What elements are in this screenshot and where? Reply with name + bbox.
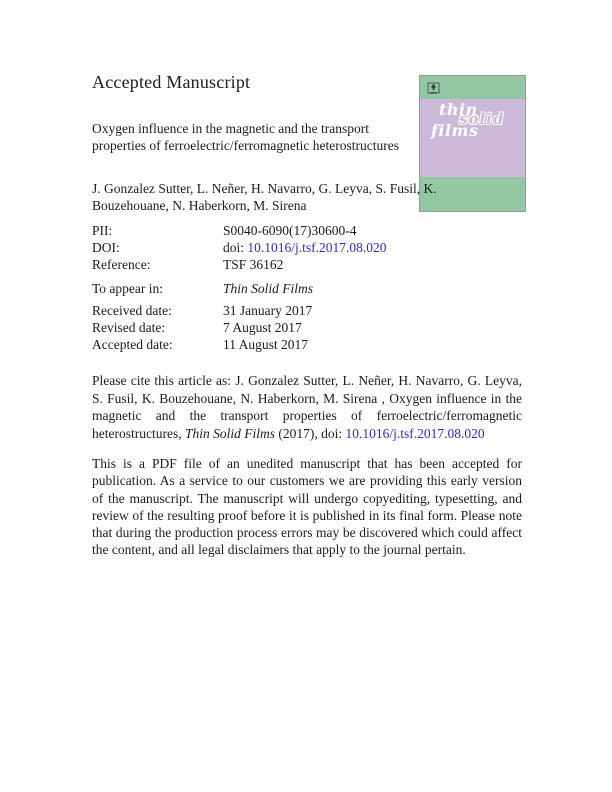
reference-row [92,256,387,273]
citation-journal-name: Thin Solid Films [184,425,275,441]
identifier-block [92,222,387,273]
pii-label: PII: [92,223,113,238]
citation-paragraph [92,372,522,442]
doi-label: DOI: [92,240,120,255]
revised-date-value: 7 August 2017 [223,320,302,335]
reference-label: Reference: [92,257,151,272]
to-appear-block [92,280,313,297]
received-date-label: Received date: [92,303,172,318]
accepted-date-value: 11 August 2017 [223,337,309,352]
disclaimer-paragraph: This is a PDF file of an unedited manuscript that has been accepted for publication. As a service to our customers we are providing this early version of the manuscript. The manuscript will undergo copyediting, typesetting, and review of the resulting proof before it is published in its final form. Please note that during the production process errors may be discovered which could affect the content, and all legal disclaimers that apply to the journal pertain. [92,456,522,558]
citation-text: Please cite this article as: J. Gonzalez Sutter, L. Neñer, H. Navarro, G. Leyva, S. Fusil, K. Bouzehouane, N. Haberkorn, M. Sirena , Oxygen influence in the magnetic and the transport properties of ferroelectric/ferromagnetic heterostructures, [92,373,522,441]
cover-logo-area [420,99,525,179]
doi-prefix: doi: [223,240,245,255]
page-title: Accepted Manuscript [92,72,251,92]
elsevier-tree-icon [427,82,440,95]
pii-value: S0040-6090(17)30600-4 [223,223,357,238]
received-date-value: 31 January 2017 [223,303,313,318]
accepted-date-label: Accepted date: [92,337,173,352]
received-date-row [92,302,312,319]
citation-doi-link[interactable]: 10.1016/j.tsf.2017.08.020 [345,425,485,441]
dates-block [92,302,312,353]
pii-row [92,222,387,239]
revised-date-row [92,319,312,336]
reference-value: TSF 36162 [223,257,284,272]
cover-logo-word-thin: thin [439,100,478,119]
to-appear-journal: Thin Solid Films [223,281,314,296]
citation-year-doi-prefix: (2017), doi: [274,425,346,441]
accepted-date-row [92,336,312,353]
doi-value [223,239,387,256]
to-appear-label: To appear in: [92,281,164,296]
to-appear-row [92,280,313,297]
article-title: Oxygen influence in the magnetic and the transport properties of ferroelectric/ferromagnetic heterostructures [92,121,399,153]
author-list: J. Gonzalez Sutter, L. Neñer, H. Navarro, G. Leyva, S. Fusil, K. Bouzehouane, N. Haberkorn, M. Sirena [92,181,437,213]
cover-logo-word-films: films [431,121,479,140]
cover-logo-word-solid: solid [459,110,505,128]
doi-row [92,239,387,256]
doi-link[interactable]: 10.1016/j.tsf.2017.08.020 [247,240,387,255]
revised-date-label: Revised date: [92,320,166,335]
